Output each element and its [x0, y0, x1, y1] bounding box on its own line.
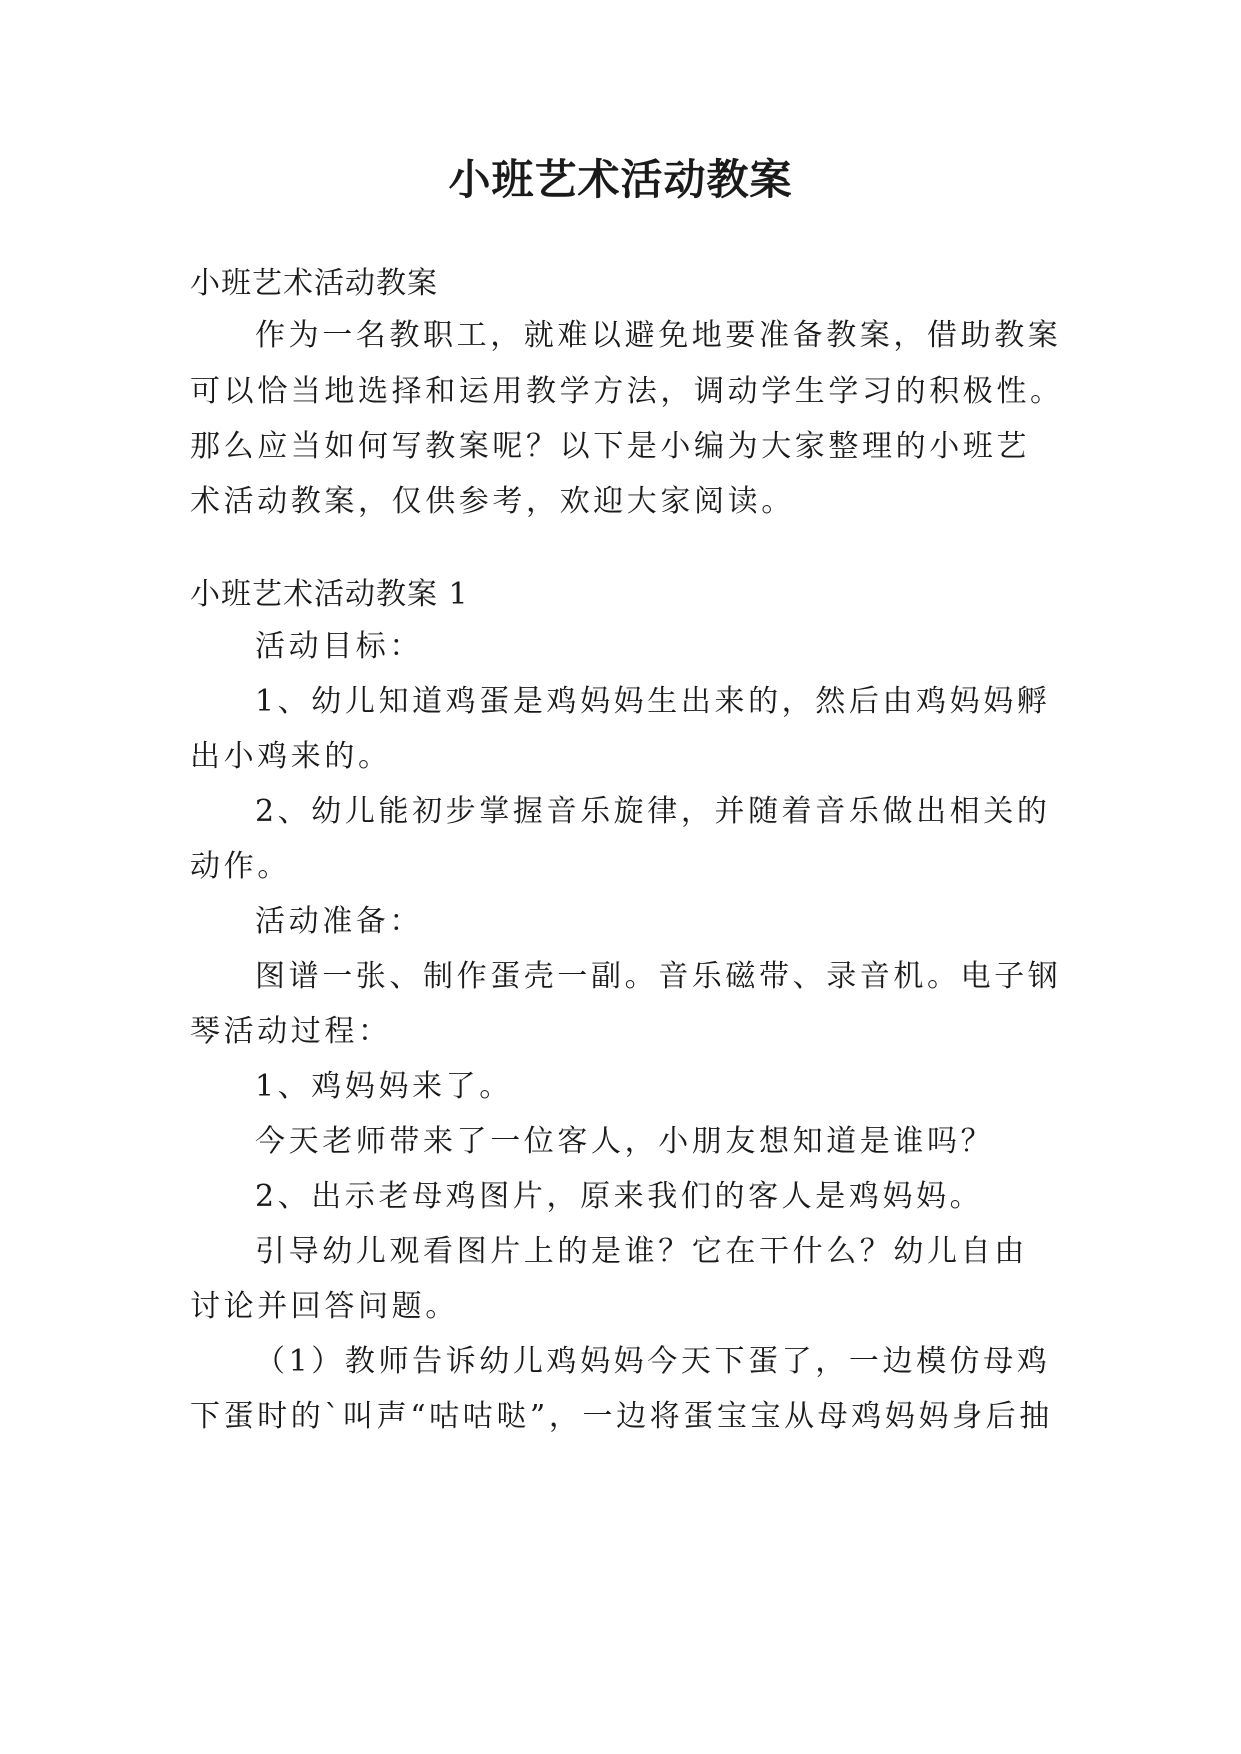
section1-line-7: 图谱一张、制作蛋壳一副。音乐磁带、录音机。电子钢 — [255, 959, 1062, 994]
section1-line-2: 1、幼儿知道鸡蛋是鸡妈妈生出来的，然后由鸡妈妈孵 — [255, 684, 1051, 719]
document-title: 小班艺术活动教案 — [448, 155, 793, 204]
intro-heading: 小班艺术活动教案 — [190, 266, 438, 301]
section1-line-8: 琴活动过程： — [190, 1014, 392, 1049]
section1-line-3: 出小鸡来的。 — [190, 739, 392, 774]
intro-line-4: 术活动教案，仅供参考，欢迎大家阅读。 — [190, 484, 795, 519]
intro-line-3: 那么应当如何写教案呢？以下是小编为大家整理的小班艺 — [190, 429, 1030, 464]
section1-line-10: 今天老师带来了一位客人，小朋友想知道是谁吗？ — [255, 1124, 995, 1159]
section1-line-13: 讨论并回答问题。 — [190, 1289, 459, 1324]
section1-line-1: 活动目标： — [255, 629, 423, 664]
section1-line-5: 动作。 — [190, 849, 291, 884]
section1-line-12: 引导幼儿观看图片上的是谁？它在干什么？幼儿自由 — [255, 1234, 1028, 1269]
section1-line-4: 2、幼儿能初步掌握音乐旋律，并随着音乐做出相关的 — [255, 794, 1051, 829]
intro-line-2: 可以恰当地选择和运用教学方法，调动学生学习的积极性。 — [190, 374, 1064, 409]
section1-line-15: 下蛋时的`叫声“咕咕哒”，一边将蛋宝宝从母鸡妈妈身后抽 — [190, 1399, 1053, 1434]
intro-line-1: 作为一名教职工，就难以避免地要准备教案，借助教案 — [255, 318, 1062, 353]
section1-line-6: 活动准备： — [255, 904, 423, 939]
section1-heading: 小班艺术活动教案 1 — [190, 577, 469, 612]
section1-line-11: 2、出示老母鸡图片，原来我们的客人是鸡妈妈。 — [255, 1179, 984, 1214]
section1-line-14: （1）教师告诉幼儿鸡妈妈今天下蛋了，一边模仿母鸡 — [255, 1344, 1051, 1379]
section1-line-9: 1、鸡妈妈来了。 — [255, 1069, 513, 1104]
